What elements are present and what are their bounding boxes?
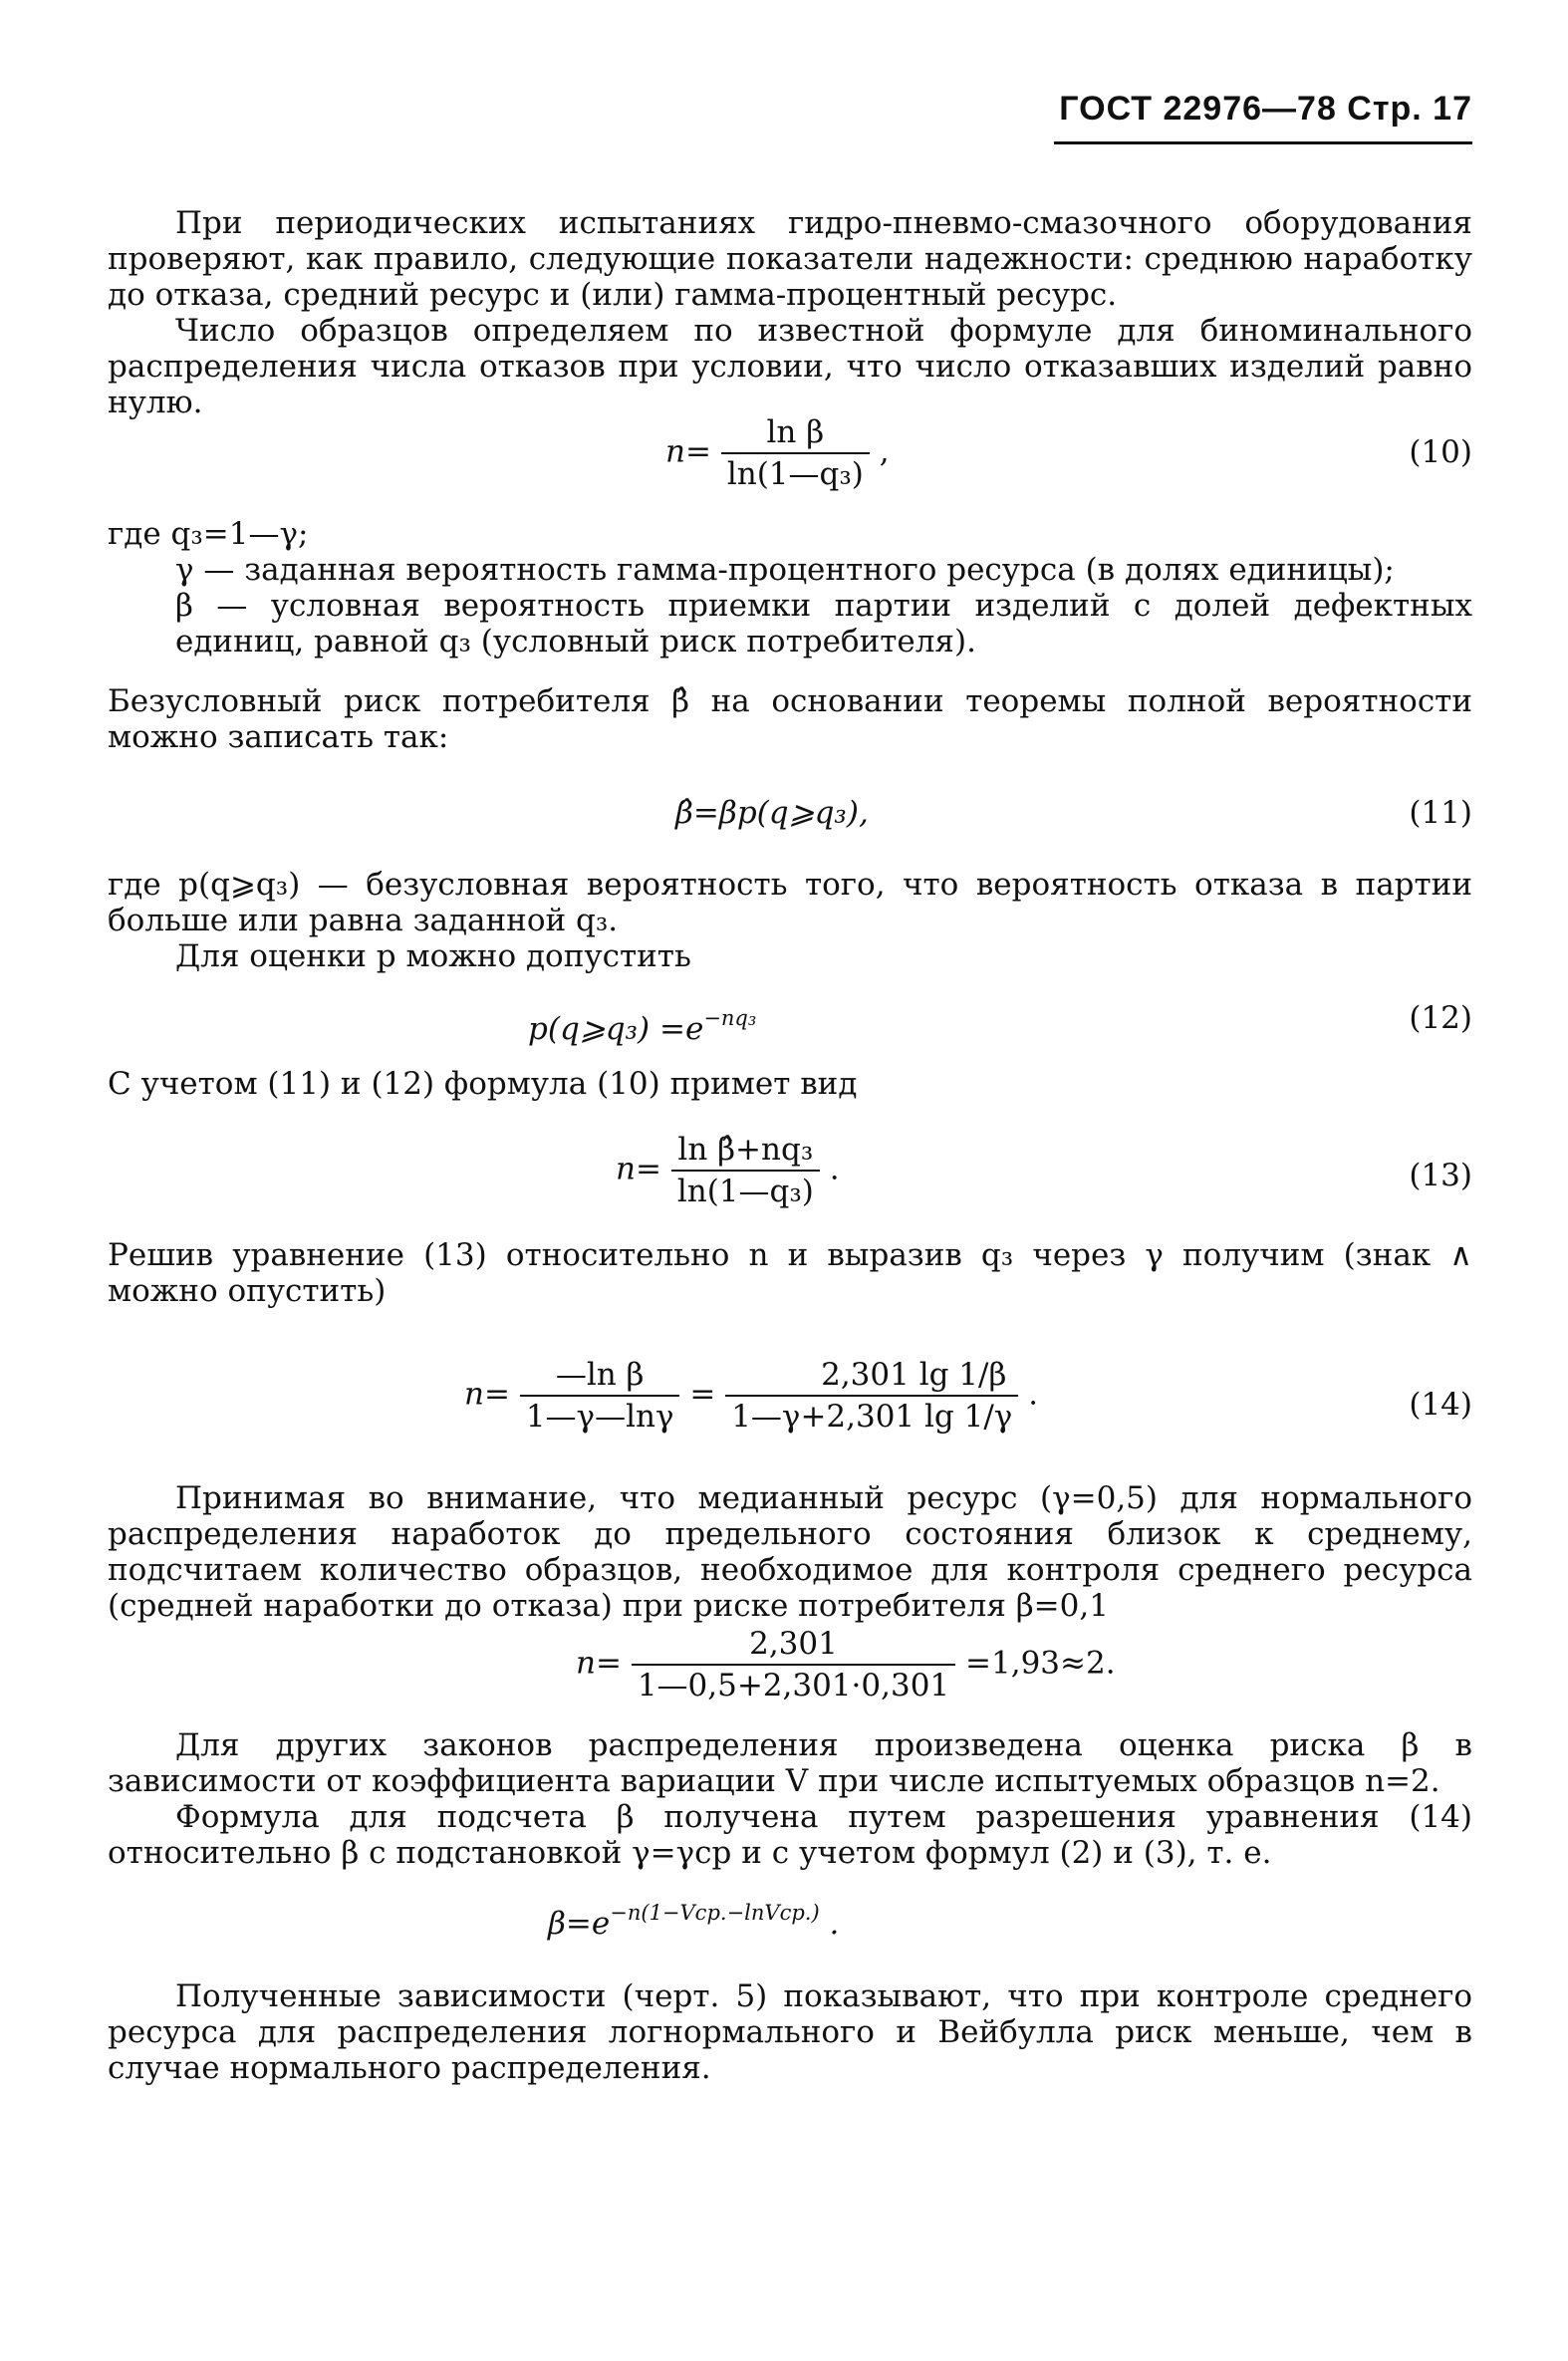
paragraph-3: Безусловный риск потребителя β̂ на основании теоремы полной вероятности можно записать так: [108, 683, 1472, 755]
beta-tail: . [829, 1906, 840, 1942]
paragraph-1: При периодических испытаниях гидро-пневмо-смазочного оборудования проверяют, как правило, следующие показатели надежности: среднюю наработку до отказа, средний ресурс и (или) гамма-процентный ресурс. [108, 205, 1472, 313]
eq13-denominator: ln(1—q₃) [676, 1174, 814, 1209]
calc-denominator: 1—0,5+2,301·0,301 [637, 1668, 950, 1704]
eq11-body: β̂=βp(q⩾q₃), [675, 795, 869, 831]
where-p: где p(q⩾q₃) — безусловная вероятность того, что вероятность отказа в партии больше или равна заданной q₃. [108, 867, 1472, 938]
paragraph-7: Принимая во внимание, что медианный ресурс (γ=0,5) для нормального распределения наработок до предельного состояния близок к среднему, подсчитаем количество образцов, необходимое для контроля среднего ресурса (средней наработки до отказа) при риске потребителя β=0,1 [108, 1480, 1472, 1624]
paragraph-8: Для других законов распределения произведена оценка риска β в зависимости от коэффициента вариации V при числе испытуемых образцов n=2. [108, 1727, 1472, 1799]
document-page [108, 90, 1472, 2301]
header-rule [1054, 141, 1472, 144]
eq13-fraction [671, 1132, 820, 1209]
paragraph-2: Число образцов определяем по известной формуле для биноминального распределения числа отказов при условии, что число отказавших изделий равно нулю. [108, 313, 1472, 420]
eq14-numerator-1: —ln β [520, 1357, 680, 1397]
equation-12 [108, 1000, 1472, 1047]
eq13-numerator: ln β̂+nq₃ [671, 1132, 820, 1172]
calc-lhs: n= [576, 1645, 622, 1682]
eq10-fraction [721, 414, 870, 492]
eq14-tail: . [1028, 1376, 1039, 1413]
beta-exponent: −n(1−Vср.−lnVср.) [610, 1901, 820, 1925]
eq12-number: (12) [1409, 1000, 1472, 1036]
paragraph-9: Формула для подсчета β получена путем разрешения уравнения (14) относительно β с подстановкой γ=γср и с учетом формул (2) и (3), т. е. [108, 1799, 1472, 1871]
eq14-denominator-2: 1—γ+2,301 lg 1/γ [731, 1399, 1013, 1435]
calc-numerator: 2,301 [632, 1626, 955, 1666]
eq13-tail: . [829, 1151, 840, 1187]
equation-beta [108, 1895, 1472, 1942]
eq14-equals: = [689, 1376, 716, 1413]
where-q3: где q₃=1—γ; [108, 516, 309, 552]
eq11-number: (11) [1409, 795, 1472, 831]
eq14-fraction-1 [520, 1357, 680, 1435]
paragraph-10: Полученные зависимости (черт. 5) показывают, что при контроле среднего ресурса для распределения логнормального и Вейбулла риск меньше, чем в случае нормального распределения. [108, 1978, 1472, 2086]
eq10-denominator: ln(1—q₃) [726, 456, 864, 492]
paragraph-5: С учетом (11) и (12) формула (10) примет вид [108, 1066, 858, 1102]
beta-lhs: β=e [548, 1906, 611, 1942]
eq12-lhs: p(q⩾q₃) =e [528, 1011, 704, 1047]
equation-calculation [108, 1626, 1472, 1705]
where-beta: β — условная вероятность приемки партии изделий с долей дефектных единиц, равной q₃ (условный риск потребителя). [175, 588, 1472, 659]
equation-14 [108, 1347, 1472, 1466]
eq10-tail: , [879, 433, 890, 470]
calc-fraction [632, 1626, 955, 1704]
eq10-number: (10) [1409, 434, 1472, 470]
equation-13 [108, 1132, 1472, 1215]
eq14-numerator-2: 2,301 lg 1/β [725, 1357, 1018, 1397]
eq14-denominator-1: 1—γ—lnγ [525, 1399, 674, 1435]
equation-10 [108, 414, 1472, 494]
paragraph-4: Для оценки p можно допустить [175, 938, 691, 974]
where-gamma: γ — заданная вероятность гамма-процентного ресурса (в долях единицы); [175, 552, 1395, 588]
paragraph-6: Решив уравнение (13) относительно n и выразив q₃ через γ получим (знак ∧ можно опустить) [108, 1237, 1472, 1309]
eq12-exponent: −nq₃ [703, 1006, 757, 1030]
eq13-number: (13) [1409, 1158, 1472, 1193]
calc-rhs: =1,93≈2. [965, 1645, 1116, 1682]
eq14-lhs: n= [464, 1376, 510, 1413]
equation-11 [108, 795, 1472, 835]
eq10-lhs: n= [665, 433, 711, 470]
eq14-number: (14) [1409, 1387, 1472, 1423]
eq14-fraction-2 [725, 1357, 1018, 1435]
eq13-lhs: n= [616, 1151, 661, 1187]
eq10-numerator: ln β [721, 414, 870, 454]
page-header: ГОСТ 22976—78 Стр. 17 [1059, 90, 1472, 128]
